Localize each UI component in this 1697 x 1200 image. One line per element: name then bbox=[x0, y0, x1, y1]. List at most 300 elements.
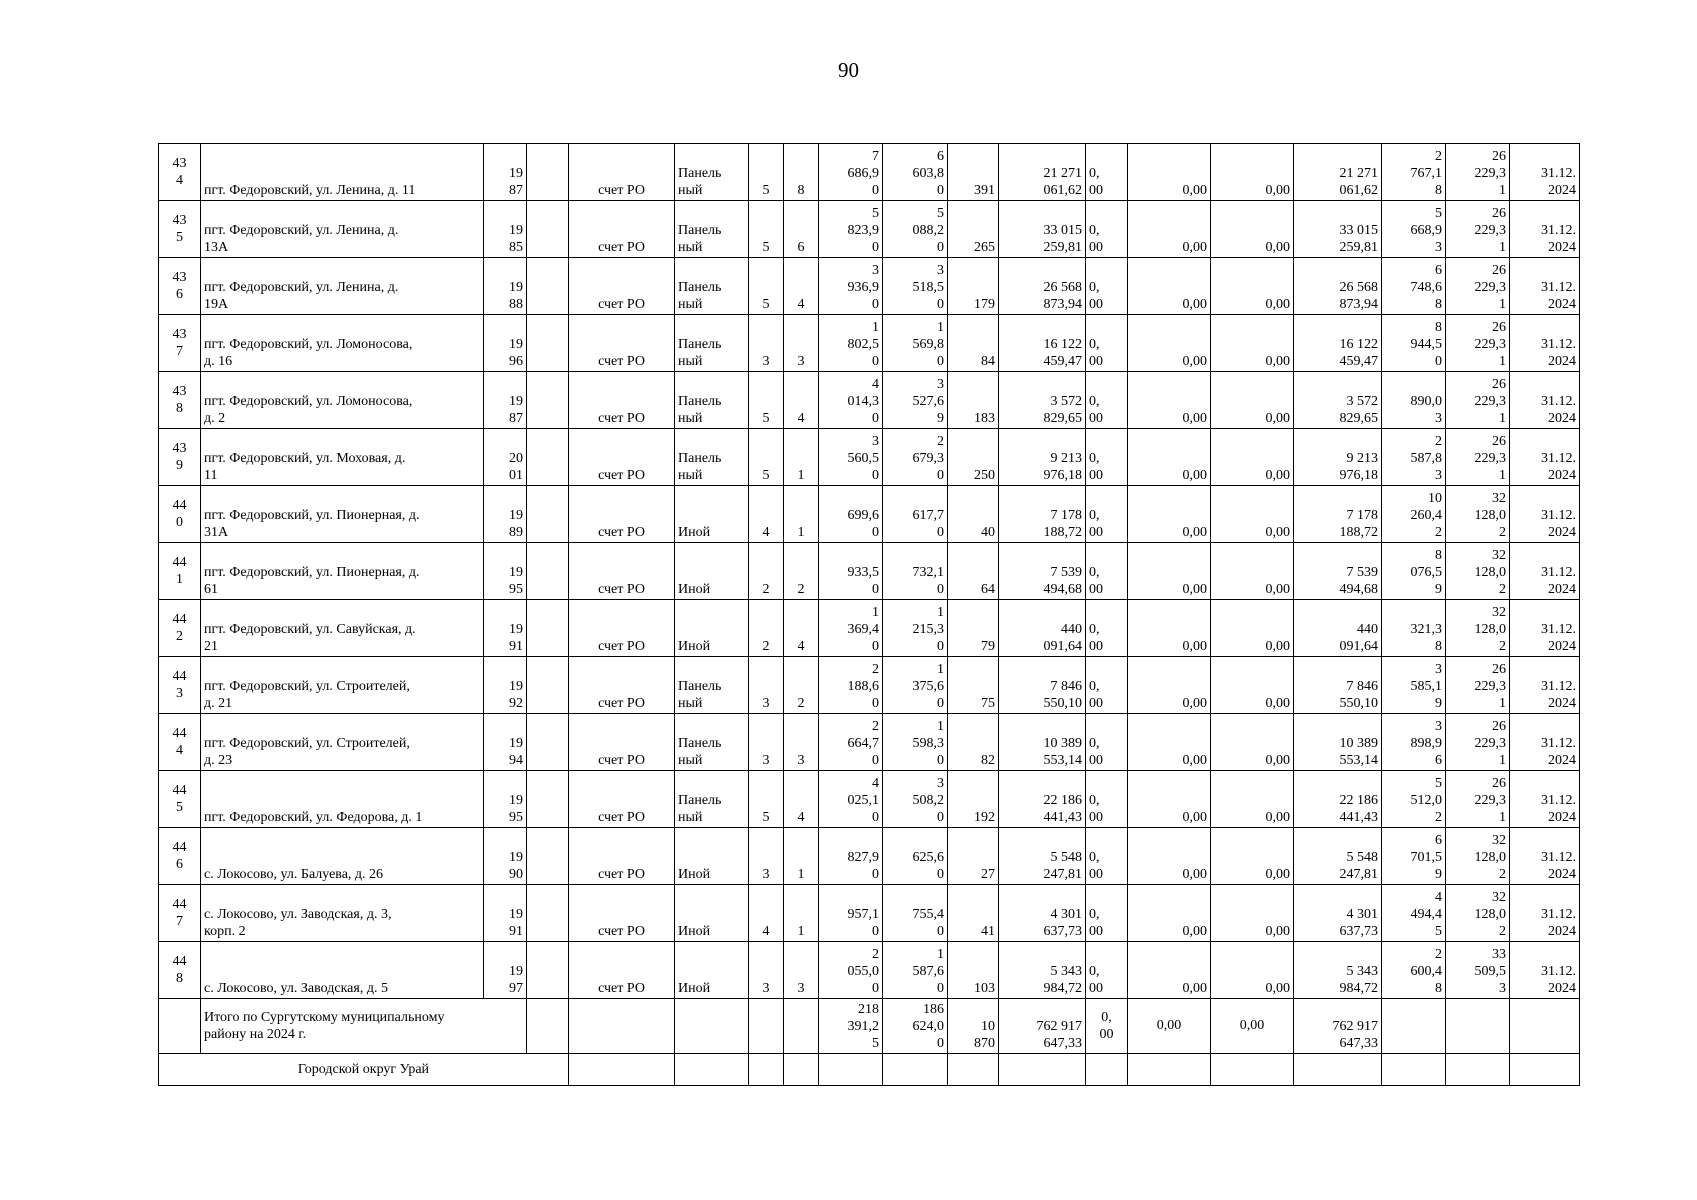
section-heading-text: Городской округ Урай bbox=[297, 1061, 430, 1077]
living-area-text: 3 508,2 0 bbox=[912, 776, 944, 825]
floors-text: 5 bbox=[762, 411, 770, 426]
budget-amount-1-text: 0,00 bbox=[1182, 468, 1207, 483]
budget-amount-1-text: 0,00 bbox=[1182, 354, 1207, 369]
cell-build-year bbox=[484, 429, 527, 486]
cell-floors bbox=[749, 429, 784, 486]
cell-row-number bbox=[159, 372, 201, 429]
fund-amount-text: 0, 00 bbox=[1089, 166, 1103, 198]
budget-amount-2-text: 0,00 bbox=[1265, 411, 1290, 426]
cell-empty-cell bbox=[1382, 1054, 1446, 1086]
row-number-text: 44 6 bbox=[172, 839, 187, 872]
deadline-text: 31.12. 2024 bbox=[1541, 679, 1576, 711]
living-area-text: 3 518,5 0 bbox=[912, 263, 944, 312]
cell-limit-cost bbox=[1446, 942, 1510, 999]
fund-amount-text: 0, 00 bbox=[1089, 622, 1103, 654]
unit-cost-text: 8 944,5 0 bbox=[1410, 320, 1442, 369]
fund-method-text: счет РО bbox=[598, 924, 645, 939]
deadline-text: 31.12. 2024 bbox=[1541, 964, 1576, 996]
cell-limit-cost bbox=[1446, 885, 1510, 942]
cell-limit-cost bbox=[1446, 258, 1510, 315]
budget-amount-2-text: 0,00 bbox=[1265, 696, 1290, 711]
residents-text: 27 bbox=[981, 867, 995, 882]
total-cost-text: 7 539 494,68 bbox=[1043, 565, 1082, 597]
cell-unit-cost bbox=[1382, 543, 1446, 600]
section-row bbox=[159, 1054, 1580, 1086]
cell-row-number bbox=[159, 657, 201, 714]
limit-cost-text: 26 229,3 1 bbox=[1474, 263, 1506, 312]
cell-total-cost bbox=[999, 771, 1086, 828]
entrances-text: 3 bbox=[797, 354, 805, 369]
cell-empty-cell bbox=[527, 543, 569, 600]
budget-amount-2-sum-text: 0,00 bbox=[1239, 1018, 1265, 1033]
cell-address bbox=[201, 543, 484, 600]
cell-budget-amount-2 bbox=[1211, 714, 1294, 771]
cell-unit-cost bbox=[1382, 201, 1446, 258]
cell-total-cost-sum bbox=[999, 999, 1086, 1054]
total-area-text: 699,6 0 bbox=[847, 508, 879, 540]
cell-floors bbox=[749, 942, 784, 999]
cell-budget-amount-2 bbox=[1211, 657, 1294, 714]
total-cost-sum-text: 762 917 647,33 bbox=[1036, 1019, 1082, 1051]
address-text: пгт. Федоровский, ул. Строителей, д. 21 bbox=[204, 679, 410, 711]
cell-total-cost bbox=[999, 258, 1086, 315]
limit-cost-text: 26 229,3 1 bbox=[1474, 776, 1506, 825]
entrances-text: 3 bbox=[797, 753, 805, 768]
cell-empty-cell bbox=[1446, 1054, 1510, 1086]
cell-floors bbox=[749, 201, 784, 258]
cell-budget-amount-2 bbox=[1211, 828, 1294, 885]
cell-residents bbox=[948, 258, 999, 315]
cell-build-year bbox=[484, 828, 527, 885]
cell-total-cost bbox=[999, 600, 1086, 657]
unit-cost-text: 6 701,5 9 bbox=[1410, 833, 1442, 882]
fund-amount-text: 0, 00 bbox=[1089, 394, 1103, 426]
cell-row-number bbox=[159, 315, 201, 372]
cell-budget-amount-1 bbox=[1128, 486, 1211, 543]
total-area-text: 3 560,5 0 bbox=[847, 434, 879, 483]
cell-total-cost bbox=[999, 657, 1086, 714]
living-area-text: 617,7 0 bbox=[912, 508, 944, 540]
entrances-text: 4 bbox=[797, 639, 805, 654]
cell-living-area bbox=[883, 372, 948, 429]
unit-cost-text: 2 600,4 8 bbox=[1410, 947, 1442, 996]
cell-fund-method bbox=[569, 429, 675, 486]
total-cost-text: 16 122 459,47 bbox=[1043, 337, 1082, 369]
build-year-text: 20 01 bbox=[509, 451, 523, 483]
floors-text: 5 bbox=[762, 297, 770, 312]
address-text: пгт. Федоровский, ул. Ленина, д. 11 bbox=[204, 183, 416, 198]
row-number-text: 43 9 bbox=[172, 440, 187, 473]
cell-entrances bbox=[784, 714, 819, 771]
cell-living-area bbox=[883, 600, 948, 657]
cell-empty-cell bbox=[749, 999, 784, 1054]
unit-cost-text: 10 260,4 2 bbox=[1410, 491, 1442, 540]
cell-fund-amount bbox=[1086, 942, 1128, 999]
budget-amount-1-text: 0,00 bbox=[1182, 297, 1207, 312]
total-area-text: 933,5 0 bbox=[847, 565, 879, 597]
cell-unit-cost bbox=[1382, 600, 1446, 657]
living-area-text: 6 603,8 0 bbox=[912, 149, 944, 198]
cell-entrances bbox=[784, 486, 819, 543]
cell-wall-material bbox=[675, 543, 749, 600]
deadline-text: 31.12. 2024 bbox=[1541, 565, 1576, 597]
table-row bbox=[159, 144, 1580, 201]
wall-material-text: Панель ный bbox=[678, 793, 722, 825]
fund-method-text: счет РО bbox=[598, 981, 645, 996]
deadline-text: 31.12. 2024 bbox=[1541, 736, 1576, 768]
cell-fund-amount bbox=[1086, 828, 1128, 885]
total-area-text: 7 686,9 0 bbox=[847, 149, 879, 198]
cell-wall-material bbox=[675, 828, 749, 885]
total-cost-text: 9 213 976,18 bbox=[1043, 451, 1082, 483]
cell-empty-cell bbox=[1128, 1054, 1211, 1086]
cell-total-cost bbox=[999, 714, 1086, 771]
wall-material-text: Иной bbox=[678, 639, 711, 654]
cell-empty-cell bbox=[569, 999, 675, 1054]
cell-empty-cell bbox=[883, 1054, 948, 1086]
cell-owners-amount bbox=[1294, 942, 1382, 999]
cell-build-year bbox=[484, 315, 527, 372]
budget-amount-1-text: 0,00 bbox=[1182, 753, 1207, 768]
living-area-text: 1 375,6 0 bbox=[912, 662, 944, 711]
cell-floors bbox=[749, 885, 784, 942]
cell-build-year bbox=[484, 144, 527, 201]
owners-amount-text: 7 539 494,68 bbox=[1339, 565, 1378, 597]
cell-residents bbox=[948, 315, 999, 372]
residents-text: 192 bbox=[974, 810, 995, 825]
residents-text: 250 bbox=[974, 468, 995, 483]
wall-material-text: Панель ный bbox=[678, 337, 722, 369]
row-number-text: 44 7 bbox=[172, 896, 187, 929]
cell-owners-amount bbox=[1294, 144, 1382, 201]
cell-address bbox=[201, 258, 484, 315]
limit-cost-text: 32 128,0 2 bbox=[1474, 833, 1506, 882]
fund-method-text: счет РО bbox=[598, 183, 645, 198]
cell-empty-cell bbox=[819, 1054, 883, 1086]
cell-floors bbox=[749, 486, 784, 543]
cell-fund-amount-sum bbox=[1086, 999, 1128, 1054]
cell-address bbox=[201, 486, 484, 543]
deadline-text: 31.12. 2024 bbox=[1541, 280, 1576, 312]
owners-amount-text: 22 186 441,43 bbox=[1339, 793, 1378, 825]
cell-unit-cost bbox=[1382, 372, 1446, 429]
cell-residents bbox=[948, 543, 999, 600]
cell-deadline bbox=[1510, 486, 1580, 543]
entrances-text: 4 bbox=[797, 297, 805, 312]
cell-owners-amount bbox=[1294, 771, 1382, 828]
unit-cost-text: 4 494,4 5 bbox=[1410, 890, 1442, 939]
cell-living-area bbox=[883, 771, 948, 828]
cell-limit-cost bbox=[1446, 657, 1510, 714]
budget-amount-2-text: 0,00 bbox=[1265, 639, 1290, 654]
floors-text: 5 bbox=[762, 468, 770, 483]
cell-empty-cell bbox=[675, 999, 749, 1054]
cell-total-area bbox=[819, 828, 883, 885]
build-year-text: 19 92 bbox=[509, 679, 523, 711]
wall-material-text: Иной bbox=[678, 582, 711, 597]
cell-empty-cell bbox=[159, 999, 201, 1054]
residents-text: 103 bbox=[974, 981, 995, 996]
cell-entrances bbox=[784, 543, 819, 600]
build-year-text: 19 95 bbox=[509, 793, 523, 825]
table-row bbox=[159, 543, 1580, 600]
cell-budget-amount-2 bbox=[1211, 771, 1294, 828]
cell-entrances bbox=[784, 258, 819, 315]
cell-living-area bbox=[883, 543, 948, 600]
cell-residents bbox=[948, 714, 999, 771]
cell-build-year bbox=[484, 372, 527, 429]
cell-deadline bbox=[1510, 429, 1580, 486]
cell-total-area-sum bbox=[819, 999, 883, 1054]
fund-method-text: счет РО bbox=[598, 240, 645, 255]
cell-floors bbox=[749, 828, 784, 885]
cell-living-area bbox=[883, 201, 948, 258]
cell-wall-material bbox=[675, 315, 749, 372]
cell-unit-cost bbox=[1382, 657, 1446, 714]
cell-deadline bbox=[1510, 315, 1580, 372]
build-year-text: 19 90 bbox=[509, 850, 523, 882]
cell-fund-amount bbox=[1086, 885, 1128, 942]
cell-owners-amount bbox=[1294, 429, 1382, 486]
cell-budget-amount-2 bbox=[1211, 372, 1294, 429]
wall-material-text: Панель ный bbox=[678, 451, 722, 483]
fund-amount-text: 0, 00 bbox=[1089, 280, 1103, 312]
total-area-text: 1 369,4 0 bbox=[847, 605, 879, 654]
address-text: пгт. Федоровский, ул. Пионерная, д. 61 bbox=[204, 565, 420, 597]
living-area-text: 1 569,8 0 bbox=[912, 320, 944, 369]
budget-amount-2-text: 0,00 bbox=[1265, 924, 1290, 939]
fund-method-text: счет РО bbox=[598, 867, 645, 882]
table-row bbox=[159, 372, 1580, 429]
cell-entrances bbox=[784, 885, 819, 942]
cell-budget-amount-2 bbox=[1211, 258, 1294, 315]
cell-living-area bbox=[883, 486, 948, 543]
wall-material-text: Иной bbox=[678, 525, 711, 540]
total-cost-text: 5 548 247,81 bbox=[1043, 850, 1082, 882]
entrances-text: 1 bbox=[797, 525, 805, 540]
cell-address bbox=[201, 657, 484, 714]
deadline-text: 31.12. 2024 bbox=[1541, 223, 1576, 255]
cell-fund-amount bbox=[1086, 486, 1128, 543]
cell-build-year bbox=[484, 258, 527, 315]
fund-method-text: счет РО bbox=[598, 582, 645, 597]
cell-floors bbox=[749, 144, 784, 201]
cell-total-cost bbox=[999, 543, 1086, 600]
cell-budget-amount-2 bbox=[1211, 144, 1294, 201]
cell-empty-cell bbox=[749, 1054, 784, 1086]
wall-material-text: Панель ный bbox=[678, 394, 722, 426]
cell-empty-cell bbox=[1510, 999, 1580, 1054]
cell-wall-material bbox=[675, 657, 749, 714]
budget-amount-1-text: 0,00 bbox=[1182, 240, 1207, 255]
cell-residents bbox=[948, 372, 999, 429]
row-number-text: 44 5 bbox=[172, 782, 187, 815]
cell-empty-cell bbox=[1382, 999, 1446, 1054]
cell-total-area bbox=[819, 600, 883, 657]
cell-owners-amount bbox=[1294, 486, 1382, 543]
cell-owners-amount bbox=[1294, 201, 1382, 258]
cell-total-cost bbox=[999, 315, 1086, 372]
build-year-text: 19 89 bbox=[509, 508, 523, 540]
total-row bbox=[159, 999, 1580, 1054]
row-number-text: 44 4 bbox=[172, 725, 187, 758]
cell-owners-amount bbox=[1294, 828, 1382, 885]
cell-address bbox=[201, 372, 484, 429]
cell-entrances bbox=[784, 657, 819, 714]
cell-floors bbox=[749, 315, 784, 372]
cell-address bbox=[201, 885, 484, 942]
cell-wall-material bbox=[675, 486, 749, 543]
cell-total-area bbox=[819, 885, 883, 942]
total-cost-text: 4 301 637,73 bbox=[1043, 907, 1082, 939]
cell-empty-cell bbox=[1211, 1054, 1294, 1086]
cell-deadline bbox=[1510, 144, 1580, 201]
cell-unit-cost bbox=[1382, 144, 1446, 201]
cell-fund-amount bbox=[1086, 543, 1128, 600]
cell-owners-amount bbox=[1294, 885, 1382, 942]
cell-unit-cost bbox=[1382, 828, 1446, 885]
fund-method-text: счет РО bbox=[598, 468, 645, 483]
table-row bbox=[159, 600, 1580, 657]
build-year-text: 19 87 bbox=[509, 166, 523, 198]
cell-fund-method bbox=[569, 543, 675, 600]
cell-total-area bbox=[819, 315, 883, 372]
fund-method-text: счет РО bbox=[598, 525, 645, 540]
cell-deadline bbox=[1510, 942, 1580, 999]
cell-living-area bbox=[883, 315, 948, 372]
cell-deadline bbox=[1510, 543, 1580, 600]
row-number-text: 43 7 bbox=[172, 326, 187, 359]
cell-fund-method bbox=[569, 258, 675, 315]
limit-cost-text: 26 229,3 1 bbox=[1474, 434, 1506, 483]
cell-living-area bbox=[883, 942, 948, 999]
cell-limit-cost bbox=[1446, 372, 1510, 429]
cell-limit-cost bbox=[1446, 543, 1510, 600]
cell-empty-cell bbox=[527, 942, 569, 999]
cell-entrances bbox=[784, 144, 819, 201]
floors-text: 3 bbox=[762, 696, 770, 711]
cell-owners-amount bbox=[1294, 600, 1382, 657]
table-row bbox=[159, 714, 1580, 771]
cell-address bbox=[201, 315, 484, 372]
limit-cost-text: 26 229,3 1 bbox=[1474, 149, 1506, 198]
cell-floors bbox=[749, 714, 784, 771]
cell-budget-amount-2 bbox=[1211, 600, 1294, 657]
build-year-text: 19 97 bbox=[509, 964, 523, 996]
fund-amount-text: 0, 00 bbox=[1089, 223, 1103, 255]
cell-deadline bbox=[1510, 885, 1580, 942]
floors-text: 5 bbox=[762, 240, 770, 255]
cell-total-area bbox=[819, 942, 883, 999]
cell-fund-method bbox=[569, 771, 675, 828]
cell-empty-cell bbox=[569, 1054, 675, 1086]
cell-empty-cell bbox=[527, 828, 569, 885]
residents-text: 265 bbox=[974, 240, 995, 255]
build-year-text: 19 94 bbox=[509, 736, 523, 768]
budget-amount-1-text: 0,00 bbox=[1182, 525, 1207, 540]
cell-budget-amount-2 bbox=[1211, 429, 1294, 486]
budget-amount-1-text: 0,00 bbox=[1182, 867, 1207, 882]
fund-method-text: счет РО bbox=[598, 354, 645, 369]
cell-fund-amount bbox=[1086, 429, 1128, 486]
build-year-text: 19 91 bbox=[509, 907, 523, 939]
address-text: с. Локосово, ул. Заводская, д. 3, корп. 2 bbox=[204, 907, 392, 939]
address-text: пгт. Федоровский, ул. Моховая, д. 11 bbox=[204, 451, 406, 483]
build-year-text: 19 88 bbox=[509, 280, 523, 312]
cell-living-area bbox=[883, 429, 948, 486]
cell-fund-amount bbox=[1086, 714, 1128, 771]
total-area-text: 827,9 0 bbox=[847, 850, 879, 882]
cell-owners-amount bbox=[1294, 258, 1382, 315]
cell-build-year bbox=[484, 600, 527, 657]
cell-floors bbox=[749, 258, 784, 315]
cell-budget-amount-1 bbox=[1128, 942, 1211, 999]
residents-text: 41 bbox=[981, 924, 995, 939]
living-area-text: 625,6 0 bbox=[912, 850, 944, 882]
budget-amount-1-text: 0,00 bbox=[1182, 639, 1207, 654]
total-cost-text: 33 015 259,81 bbox=[1043, 223, 1082, 255]
cell-limit-cost bbox=[1446, 828, 1510, 885]
cell-address bbox=[201, 144, 484, 201]
limit-cost-text: 32 128,0 2 bbox=[1474, 491, 1506, 540]
cell-budget-amount-1 bbox=[1128, 372, 1211, 429]
deadline-text: 31.12. 2024 bbox=[1541, 508, 1576, 540]
cell-row-number bbox=[159, 600, 201, 657]
fund-method-text: счет РО bbox=[598, 297, 645, 312]
cell-row-number bbox=[159, 201, 201, 258]
cell-budget-amount-1 bbox=[1128, 315, 1211, 372]
build-year-text: 19 95 bbox=[509, 565, 523, 597]
cell-entrances bbox=[784, 429, 819, 486]
table-row bbox=[159, 771, 1580, 828]
address-text: с. Локосово, ул. Балуева, д. 26 bbox=[204, 867, 384, 882]
unit-cost-text: 5 512,0 2 bbox=[1410, 776, 1442, 825]
residents-text: 40 bbox=[981, 525, 995, 540]
fund-amount-text: 0, 00 bbox=[1089, 337, 1103, 369]
build-year-text: 19 85 bbox=[509, 223, 523, 255]
cell-row-number bbox=[159, 486, 201, 543]
cell-empty-cell bbox=[527, 999, 569, 1054]
cell-deadline bbox=[1510, 372, 1580, 429]
cell-build-year bbox=[484, 543, 527, 600]
cell-unit-cost bbox=[1382, 258, 1446, 315]
total-area-text: 2 188,6 0 bbox=[847, 662, 879, 711]
cell-total-area bbox=[819, 144, 883, 201]
owners-amount-text: 3 572 829,65 bbox=[1339, 394, 1378, 426]
cell-budget-amount-1 bbox=[1128, 771, 1211, 828]
fund-amount-text: 0, 00 bbox=[1089, 679, 1103, 711]
floors-text: 3 bbox=[762, 867, 770, 882]
budget-amount-1-text: 0,00 bbox=[1182, 981, 1207, 996]
cell-wall-material bbox=[675, 771, 749, 828]
residents-text: 79 bbox=[981, 639, 995, 654]
table-row bbox=[159, 315, 1580, 372]
cell-budget-amount-1 bbox=[1128, 714, 1211, 771]
floors-text: 3 bbox=[762, 354, 770, 369]
wall-material-text: Иной bbox=[678, 867, 711, 882]
cell-unit-cost bbox=[1382, 885, 1446, 942]
total-cost-text: 5 343 984,72 bbox=[1043, 964, 1082, 996]
budget-amount-2-text: 0,00 bbox=[1265, 297, 1290, 312]
cell-address bbox=[201, 771, 484, 828]
cell-budget-amount-1 bbox=[1128, 429, 1211, 486]
wall-material-text: Панель ный bbox=[678, 679, 722, 711]
cell-build-year bbox=[484, 771, 527, 828]
budget-amount-1-sum-text: 0,00 bbox=[1156, 1018, 1182, 1033]
cell-budget-amount-2-sum bbox=[1211, 999, 1294, 1054]
deadline-text: 31.12. 2024 bbox=[1541, 622, 1576, 654]
cell-living-area-sum bbox=[883, 999, 948, 1054]
